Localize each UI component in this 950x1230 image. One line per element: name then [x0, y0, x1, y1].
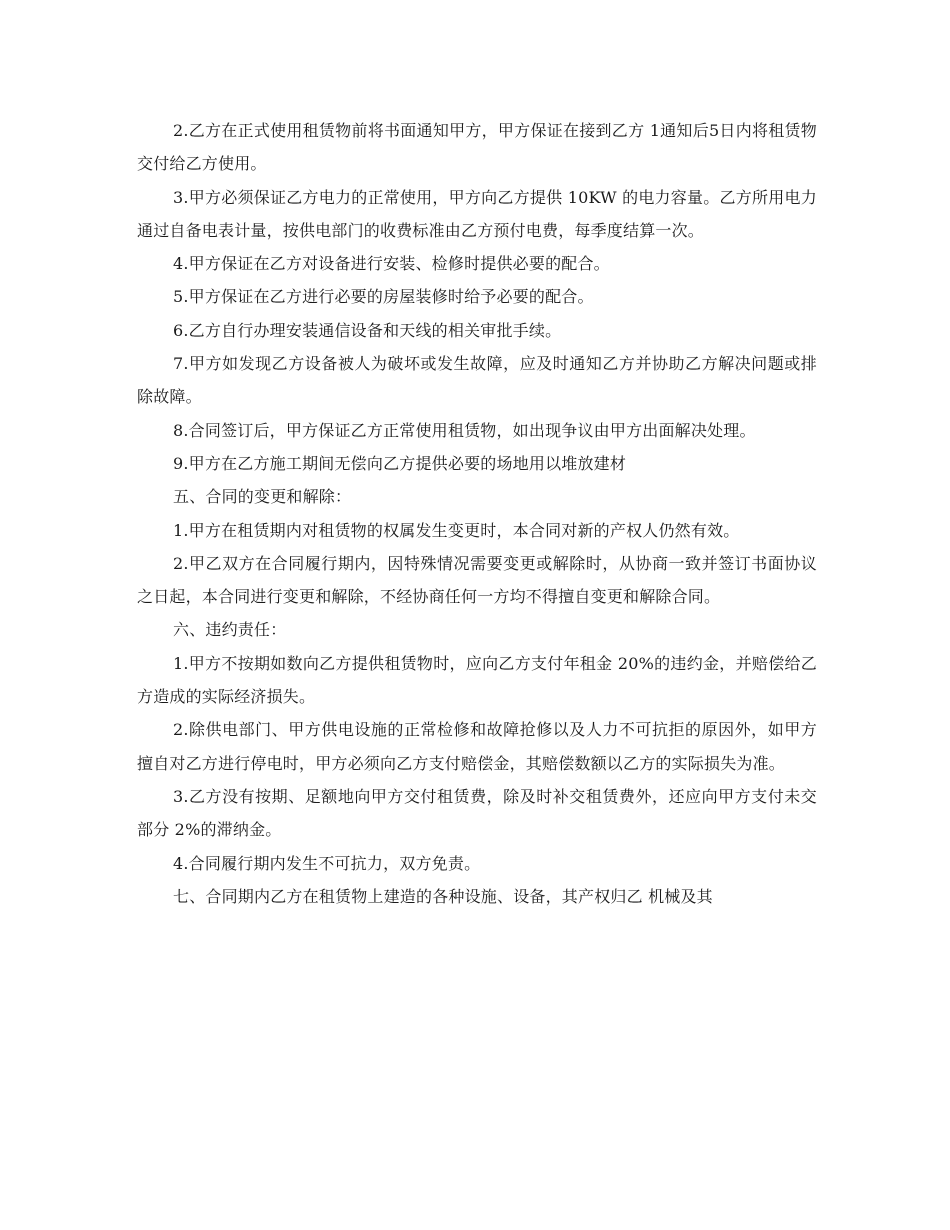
clause-4-9: 9.甲方在乙方施工期间无偿向乙方提供必要的场地用以堆放建材: [173, 453, 627, 473]
section-5-heading: 五、合同的变更和解除：: [173, 487, 352, 507]
clause-4-4: 4.甲方保证在乙方对设备进行安装、检修时提供必要的配合。: [173, 254, 610, 274]
document-body: [137, 114, 817, 913]
clause-4-6: 6.乙方自行办理安装通信设备和天线的相关审批手续。: [173, 320, 562, 340]
clause-4-7: 7.甲方如发现乙方设备被人为破坏或发生故障，应及时通知乙方并协助乙方解决问题或排除故障。: [137, 354, 817, 407]
clause-5-1: 1.甲方在租赁期内对租赁物的权属发生变更时，本合同对新的产权人仍然有效。: [173, 520, 740, 540]
section-6-heading: 六、违约责任：: [173, 620, 287, 640]
clause-6-3: 3.乙方没有按期、足额地向甲方交付租赁费，除及时补交租赁费外，还应向甲方支付未交部分 2%的滞纳金。: [137, 786, 817, 840]
clause-4-3: 3.甲方必须保证乙方电力的正常使用，甲方向乙方提供 10KW 的电力容量。乙方所用电力通过自备电表计量，按供电部门的收费标准由乙方预付电费，每季度结算一次。: [137, 187, 817, 240]
section-7-heading: 七、合同期内乙方在租赁物上建造的各种设施、设备，其产权归乙 机械及其: [173, 886, 713, 906]
clause-4-8: 8.合同签订后，甲方保证乙方正常使用租赁物，如出现争议由甲方出面解决处理。: [173, 420, 756, 440]
clause-5-2: 2.甲乙双方在合同履行期内，因特殊情况需要变更或解除时，从协商一致并签订书面协议之日起，本合同进行变更和解除，不经协商任何一方均不得擅自变更和解除合同。: [137, 553, 817, 607]
clause-6-2: 2.除供电部门、甲方供电设施的正常检修和故障抢修以及人力不可抗拒的原因外，如甲方擅自对乙方进行停电时，甲方必须向乙方支付赔偿金，其赔偿数额以乙方的实际损失为准。: [137, 720, 817, 773]
clause-4-2: 2.乙方在正式使用租赁物前将书面通知甲方，甲方保证在接到乙方 1通知后5日内将租赁物交付给乙方使用。: [137, 121, 817, 174]
clause-6-1: 1.甲方不按期如数向乙方提供租赁物时，应向乙方支付年租金 20%的违约金，并赔偿给乙方造成的实际经济损失。: [137, 653, 817, 707]
clause-4-5: 5.甲方保证在乙方进行必要的房屋装修时给予必要的配合。: [173, 287, 594, 307]
clause-6-4: 4.合同履行期内发生不可抗力，双方免责。: [173, 853, 481, 873]
